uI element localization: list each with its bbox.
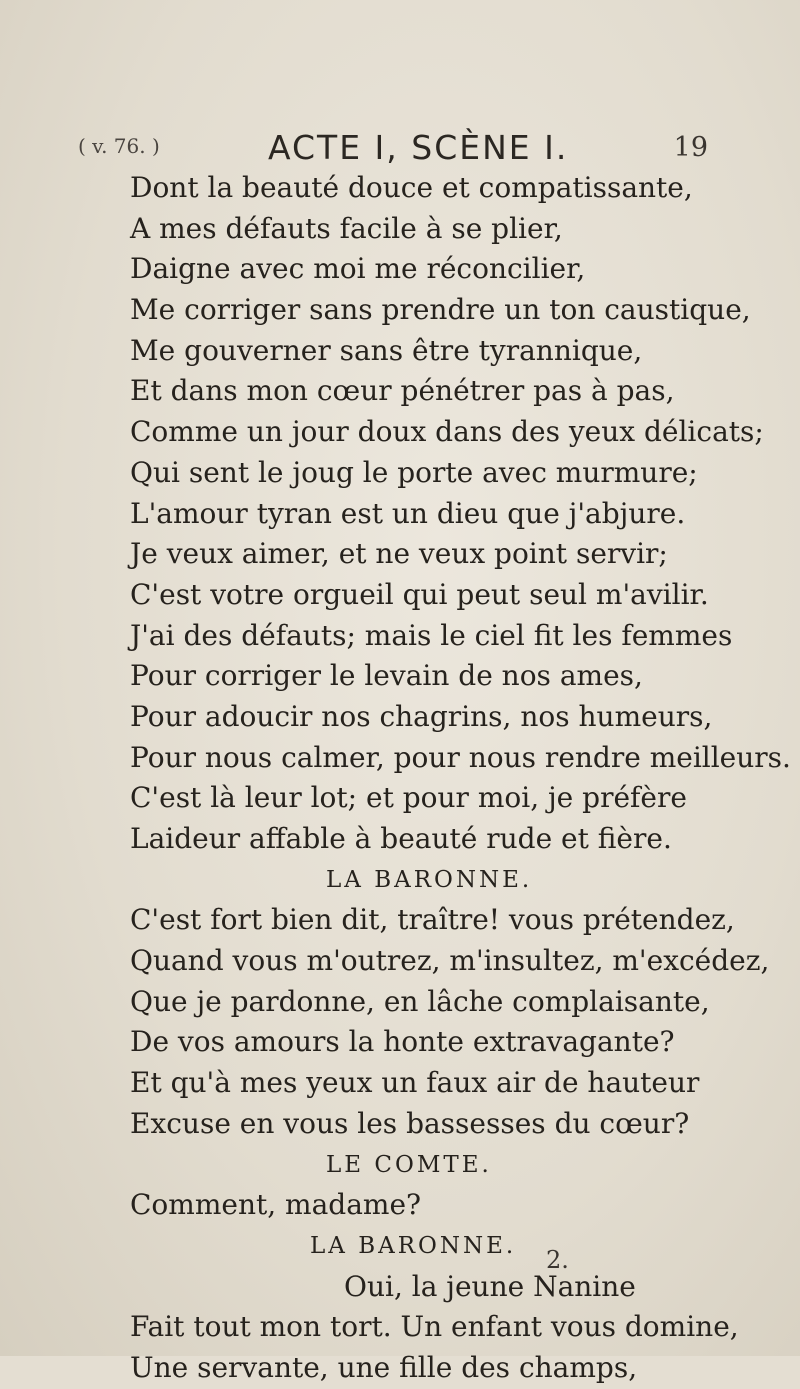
page-number: 19 <box>673 132 708 163</box>
signature-mark: 2. <box>546 1246 569 1274</box>
verse-line: C'est là leur lot; et pour moi, je préfère <box>130 781 687 815</box>
verse-line: Me corriger sans prendre un ton caustique, <box>130 293 751 327</box>
verse-line: Oui, la jeune Nanine <box>344 1269 636 1303</box>
verse-line: C'est fort bien dit, traître! vous prétendez, <box>130 903 735 937</box>
verse-line: Pour nous calmer, pour nous rendre meilleurs. <box>130 740 791 774</box>
verse-line: De vos amours la honte extravagante? <box>130 1025 675 1059</box>
verse-line: L'amour tyran est un dieu que j'abjure. <box>130 496 686 530</box>
verse-line: Laideur affable à beauté rude et fière. <box>130 822 672 855</box>
verse-line: Que je pardonne, en lâche complaisante, <box>130 984 710 1018</box>
verse-line: Et dans mon cœur pénétrer pas à pas, <box>130 374 675 408</box>
verse-line: Quand vous m'outrez, m'insultez, m'excédez, <box>130 944 770 978</box>
verse-line: A mes défauts facile à se plier, <box>130 211 563 245</box>
verse-line: Et qu'à mes yeux un faux air de hauteur <box>130 1066 700 1100</box>
verse-line: Pour corriger le levain de nos ames, <box>130 659 643 693</box>
verse-line: Fait tout mon tort. Un enfant vous domine, <box>130 1310 739 1344</box>
speaker-name: LE COMTE. <box>326 1151 492 1178</box>
verse-line: Comme un jour doux dans des yeux délicats; <box>130 415 764 449</box>
verse-line: Dont la beauté douce et compatissante, <box>130 171 693 204</box>
verse-line: Qui sent le joug le porte avec murmure; <box>130 455 698 489</box>
verse-line: Je veux aimer, et ne veux point servir; <box>130 537 668 571</box>
verse-text <box>130 168 791 1389</box>
verse-line: C'est votre orgueil qui peut seul m'avilir. <box>130 577 709 611</box>
verse-line: Me gouverner sans être tyrannique, <box>130 333 643 367</box>
speaker-name: LA BARONNE. <box>326 866 533 893</box>
act-scene-title: ACTE I, SCÈNE I. <box>268 128 569 167</box>
verse-line: Pour adoucir nos chagrins, nos humeurs, <box>130 699 713 733</box>
verse-line: Comment, madame? <box>130 1188 422 1222</box>
running-header <box>78 128 708 168</box>
verse-reference: ( v. 76. ) <box>78 134 160 158</box>
speaker-name: LA BARONNE. <box>310 1232 517 1259</box>
verse-line: Excuse en vous les bassesses du cœur? <box>130 1106 690 1140</box>
verse-line: Daigne avec moi me réconcilier, <box>130 252 586 286</box>
verse-line: J'ai des défauts; mais le ciel fit les femmes <box>130 618 733 652</box>
verse-line: Une servante, une fille des champs, <box>130 1350 638 1384</box>
